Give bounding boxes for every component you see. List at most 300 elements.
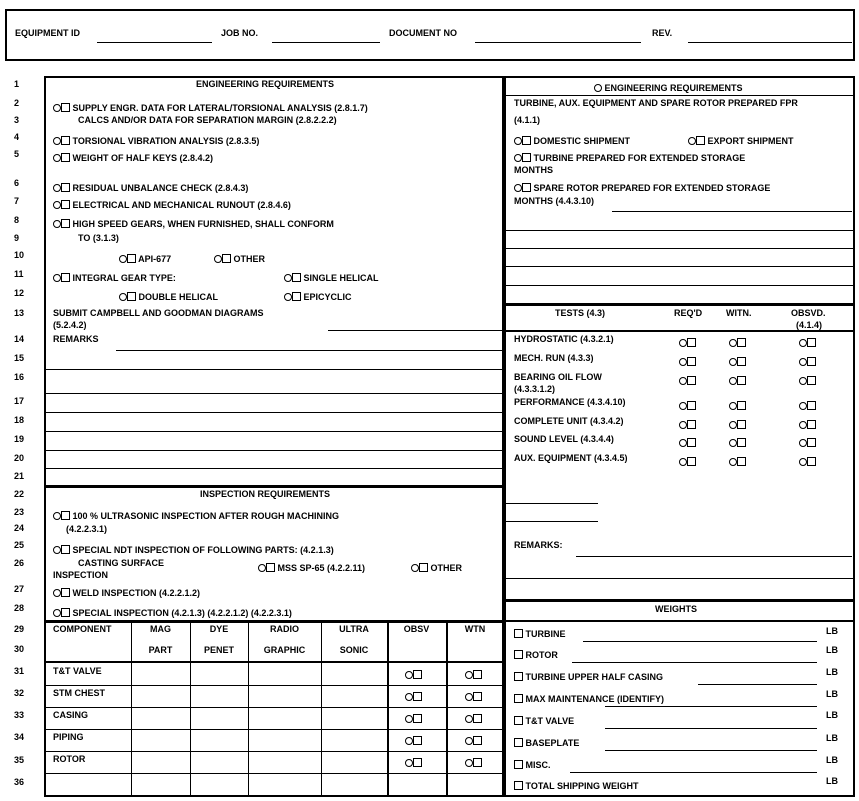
radio-icon bbox=[799, 421, 807, 429]
radio-icon bbox=[799, 458, 807, 466]
obsv-checkbox[interactable] bbox=[405, 714, 422, 724]
option-label: OTHER bbox=[233, 254, 266, 264]
radio-icon bbox=[799, 339, 807, 347]
checkbox-icon bbox=[737, 376, 746, 385]
radio-icon bbox=[53, 589, 61, 597]
checkbox-icon bbox=[807, 376, 816, 385]
table-subheader-penet: PENET bbox=[203, 645, 234, 655]
tests-remarks-line[interactable] bbox=[505, 578, 853, 579]
weight-label: MISC. bbox=[525, 760, 551, 770]
test-witn-checkbox[interactable] bbox=[729, 438, 746, 448]
row-number: 17 bbox=[14, 396, 25, 406]
option-runout[interactable] bbox=[53, 200, 291, 210]
obsv-checkbox[interactable] bbox=[405, 670, 422, 680]
row-number: 18 bbox=[14, 415, 25, 425]
campbell-ref: (5.2.4.2) bbox=[53, 320, 87, 330]
option-label: TURBINE PREPARED FOR EXTENDED STORAGE bbox=[533, 153, 746, 163]
option-label: DOUBLE HELICAL bbox=[138, 292, 219, 302]
test-reqd-checkbox[interactable] bbox=[679, 457, 696, 467]
test-witn-checkbox[interactable] bbox=[729, 376, 746, 386]
row-number: 20 bbox=[14, 453, 25, 463]
option-label: MSS SP-65 (4.2.2.11) bbox=[277, 563, 366, 573]
lb-unit: LB bbox=[826, 710, 838, 720]
spare-rotor-field[interactable] bbox=[612, 211, 852, 212]
table-subheader-part: PART bbox=[148, 645, 173, 655]
option-ultrasonic[interactable] bbox=[53, 511, 339, 521]
checkbox-icon bbox=[473, 758, 482, 767]
tests-blank-line[interactable] bbox=[505, 521, 598, 522]
table-header-wtn: WTN bbox=[464, 624, 486, 634]
remarks-line[interactable] bbox=[45, 468, 503, 469]
checkbox-icon bbox=[61, 273, 70, 282]
radio-icon bbox=[411, 564, 419, 572]
checkbox-icon bbox=[514, 716, 523, 725]
checkbox-icon bbox=[61, 153, 70, 162]
option-export-shipment[interactable] bbox=[688, 136, 794, 146]
checkbox-icon bbox=[807, 420, 816, 429]
option-label: INTEGRAL GEAR TYPE: bbox=[72, 273, 176, 283]
checkbox-icon bbox=[737, 457, 746, 466]
table-header-radio: RADIO bbox=[270, 624, 299, 634]
option-torsional[interactable] bbox=[53, 136, 259, 146]
option-spare-rotor-storage[interactable] bbox=[514, 183, 770, 193]
radio-icon bbox=[729, 458, 737, 466]
checkbox-icon bbox=[61, 219, 70, 228]
row-number: 5 bbox=[14, 149, 20, 159]
checkbox-icon bbox=[222, 254, 231, 263]
weight-value-field[interactable] bbox=[583, 641, 817, 642]
radio-icon bbox=[465, 737, 473, 745]
option-label: TORSIONAL VIBRATION ANALYSIS (2.8.3.5) bbox=[72, 136, 260, 146]
row-number: 35 bbox=[14, 755, 25, 765]
checkbox-icon bbox=[413, 692, 422, 701]
checkbox-icon bbox=[514, 781, 523, 790]
radio-icon bbox=[405, 715, 413, 723]
tests-reqd-header: REQ'D bbox=[674, 308, 703, 318]
test-witn-checkbox[interactable] bbox=[729, 338, 746, 348]
row-number: 10 bbox=[14, 250, 25, 260]
row-number: 26 bbox=[14, 558, 25, 568]
weight-item[interactable] bbox=[514, 694, 664, 704]
wtn-checkbox[interactable] bbox=[465, 714, 482, 724]
option-label: DOMESTIC SHIPMENT bbox=[533, 136, 631, 146]
rev-field[interactable] bbox=[688, 42, 852, 43]
option-turbine-extended-storage[interactable] bbox=[514, 153, 745, 163]
option-double-helical[interactable] bbox=[119, 292, 218, 302]
option-label: 100 % ULTRASONIC INSPECTION AFTER ROUGH MACHINING bbox=[72, 511, 340, 521]
row-number: 34 bbox=[14, 732, 25, 742]
right-title-divider bbox=[505, 95, 853, 96]
option-label: EXPORT SHIPMENT bbox=[707, 136, 794, 146]
row-number: 8 bbox=[14, 215, 20, 225]
checkbox-icon bbox=[514, 629, 523, 638]
weight-value-field[interactable] bbox=[605, 706, 817, 707]
inspection-title: INSPECTION REQUIREMENTS bbox=[200, 489, 331, 499]
lb-unit: LB bbox=[826, 755, 838, 765]
radio-icon bbox=[53, 512, 61, 520]
radio-icon bbox=[799, 439, 807, 447]
row-number: 3 bbox=[14, 115, 20, 125]
row-number: 13 bbox=[14, 308, 25, 318]
obsv-checkbox[interactable] bbox=[405, 758, 422, 768]
left-remarks-label: REMARKS bbox=[53, 334, 99, 344]
checkbox-icon bbox=[413, 670, 422, 679]
option-label: SPECIAL NDT INSPECTION OF FOLLOWING PARTS: (4.2.1.3) bbox=[72, 545, 334, 555]
casting-surface-label: CASTING SURFACE bbox=[78, 558, 165, 568]
weight-item[interactable] bbox=[514, 716, 574, 726]
option-special-ndt[interactable] bbox=[53, 545, 334, 555]
row-number: 23 bbox=[14, 507, 25, 517]
option-label: ELECTRICAL AND MECHANICAL RUNOUT (2.8.4.6) bbox=[72, 200, 291, 210]
radio-icon bbox=[405, 737, 413, 745]
test-label: COMPLETE UNIT (4.3.4.2) bbox=[514, 416, 624, 426]
blank-line[interactable] bbox=[505, 266, 853, 267]
option-label: RESIDUAL UNBALANCE CHECK (2.8.4.3) bbox=[72, 183, 249, 193]
checkbox-icon bbox=[61, 608, 70, 617]
spare-rotor-months: MONTHS (4.4.3.10) bbox=[514, 196, 595, 206]
table-row-divider bbox=[44, 707, 504, 708]
radio-icon bbox=[799, 402, 807, 410]
radio-icon bbox=[514, 137, 522, 145]
checkbox-icon bbox=[687, 376, 696, 385]
radio-icon bbox=[258, 564, 266, 572]
campbell-field[interactable] bbox=[328, 330, 502, 331]
table-row-divider bbox=[44, 729, 504, 730]
option-other-gear[interactable] bbox=[214, 254, 265, 264]
option-half-keys[interactable] bbox=[53, 153, 213, 163]
blank-line[interactable] bbox=[505, 230, 853, 231]
radio-icon bbox=[214, 255, 222, 263]
test-label: AUX. EQUIPMENT (4.3.4.5) bbox=[514, 453, 628, 463]
table-header-mag: MAG bbox=[150, 624, 171, 634]
checkbox-icon bbox=[514, 760, 523, 769]
test-reqd-checkbox[interactable] bbox=[679, 338, 696, 348]
row-number: 19 bbox=[14, 434, 25, 444]
checkbox-icon bbox=[61, 545, 70, 554]
option-high-speed-gears-ref: TO (3.1.3) bbox=[78, 233, 119, 243]
component-name: ROTOR bbox=[53, 754, 86, 764]
checkbox-icon bbox=[687, 338, 696, 347]
lb-unit: LB bbox=[826, 776, 838, 786]
option-separation-label: CALCS AND/OR DATA FOR SEPARATION MARGIN (2.8.2.2.2) bbox=[78, 115, 337, 125]
row-number: 29 bbox=[14, 624, 25, 634]
test-label: PERFORMANCE (4.3.4.10) bbox=[514, 397, 626, 407]
option-other-inspection[interactable] bbox=[411, 563, 462, 573]
test-obsvd-checkbox[interactable] bbox=[799, 457, 816, 467]
radio-icon bbox=[729, 377, 737, 385]
job-no-field[interactable] bbox=[272, 42, 380, 43]
radio-icon bbox=[799, 358, 807, 366]
test-obsvd-checkbox[interactable] bbox=[799, 357, 816, 367]
checkbox-icon bbox=[807, 357, 816, 366]
option-epicyclic[interactable] bbox=[284, 292, 352, 302]
checkbox-icon bbox=[61, 511, 70, 520]
weight-value-field[interactable] bbox=[605, 750, 817, 751]
blank-line[interactable] bbox=[505, 248, 853, 249]
radio-icon bbox=[53, 201, 61, 209]
test-reqd-checkbox[interactable] bbox=[679, 376, 696, 386]
component-name: STM CHEST bbox=[53, 688, 106, 698]
radio-icon bbox=[729, 402, 737, 410]
weight-item[interactable] bbox=[514, 738, 579, 748]
checkbox-icon bbox=[61, 183, 70, 192]
test-reqd-checkbox[interactable] bbox=[679, 401, 696, 411]
radio-icon bbox=[679, 339, 687, 347]
option-label: SINGLE HELICAL bbox=[303, 273, 379, 283]
radio-icon bbox=[119, 255, 127, 263]
weight-item[interactable] bbox=[514, 672, 663, 682]
test-obsvd-checkbox[interactable] bbox=[799, 420, 816, 430]
tests-witn-header: WITN. bbox=[726, 308, 752, 318]
option-label: HIGH SPEED GEARS, WHEN FURNISHED, SHALL CONFORM bbox=[72, 219, 334, 229]
weight-value-field[interactable] bbox=[572, 662, 817, 663]
tests-blank-line[interactable] bbox=[505, 503, 598, 504]
option-label: SPECIAL INSPECTION (4.2.1.3) (4.2.2.1.2) (4.2.2.3.1) bbox=[72, 608, 292, 618]
test-reqd-checkbox[interactable] bbox=[679, 357, 696, 367]
radio-icon bbox=[799, 377, 807, 385]
option-residual-unbalance[interactable] bbox=[53, 183, 248, 193]
option-lateral-analysis[interactable] bbox=[53, 103, 368, 113]
row-number: 24 bbox=[14, 523, 25, 533]
radio-icon bbox=[679, 439, 687, 447]
option-label: API-677 bbox=[138, 254, 172, 264]
lb-unit: LB bbox=[826, 733, 838, 743]
test-reqd-checkbox[interactable] bbox=[679, 438, 696, 448]
turbine-prepared-ref: (4.1.1) bbox=[514, 115, 541, 125]
checkbox-icon bbox=[413, 714, 422, 723]
radio-icon bbox=[594, 84, 602, 92]
checkbox-icon bbox=[473, 670, 482, 679]
obsv-checkbox[interactable] bbox=[405, 736, 422, 746]
radio-icon bbox=[405, 693, 413, 701]
row-number: 28 bbox=[14, 603, 25, 613]
row-number: 16 bbox=[14, 372, 25, 382]
option-label: OTHER bbox=[430, 563, 463, 573]
checkbox-icon bbox=[687, 401, 696, 410]
checkbox-icon bbox=[61, 103, 70, 112]
row-number: 14 bbox=[14, 334, 25, 344]
blank-line[interactable] bbox=[505, 285, 853, 286]
radio-icon bbox=[688, 137, 696, 145]
component-name: PIPING bbox=[53, 732, 84, 742]
remarks-line[interactable] bbox=[45, 412, 503, 413]
checkbox-icon bbox=[687, 457, 696, 466]
checkbox-icon bbox=[807, 438, 816, 447]
test-label: SOUND LEVEL (4.3.4.4) bbox=[514, 434, 614, 444]
weight-item[interactable] bbox=[514, 629, 566, 639]
weight-label: TOTAL SHIPPING WEIGHT bbox=[525, 781, 639, 791]
weight-value-field[interactable] bbox=[570, 772, 817, 773]
radio-icon bbox=[53, 274, 61, 282]
casting-inspection-label: INSPECTION bbox=[53, 570, 109, 580]
table-col-divider bbox=[446, 621, 448, 797]
wtn-checkbox[interactable] bbox=[465, 736, 482, 746]
radio-icon bbox=[284, 293, 292, 301]
table-header-dye: DYE bbox=[209, 624, 229, 634]
radio-icon bbox=[679, 421, 687, 429]
radio-icon bbox=[729, 439, 737, 447]
row-number: 36 bbox=[14, 777, 25, 787]
weights-title: WEIGHTS bbox=[655, 604, 697, 614]
remarks-line[interactable] bbox=[45, 393, 503, 394]
wtn-checkbox[interactable] bbox=[465, 692, 482, 702]
radio-icon bbox=[679, 402, 687, 410]
checkbox-icon bbox=[522, 136, 531, 145]
option-domestic-shipment[interactable] bbox=[514, 136, 630, 146]
radio-icon bbox=[53, 220, 61, 228]
checkbox-icon bbox=[266, 563, 275, 572]
weight-item[interactable] bbox=[514, 650, 558, 660]
wtn-checkbox[interactable] bbox=[465, 758, 482, 768]
test-obsvd-checkbox[interactable] bbox=[799, 438, 816, 448]
checkbox-icon bbox=[514, 694, 523, 703]
document-no-label: DOCUMENT NO bbox=[389, 28, 457, 38]
table-header-divider bbox=[44, 661, 504, 663]
weight-label: MAX MAINTENANCE (IDENTIFY) bbox=[525, 694, 665, 704]
test-obsvd-checkbox[interactable] bbox=[799, 376, 816, 386]
row-number: 27 bbox=[14, 584, 25, 594]
checkbox-icon bbox=[522, 183, 531, 192]
table-header-ultra: ULTRA bbox=[339, 624, 369, 634]
radio-icon bbox=[514, 184, 522, 192]
option-single-helical[interactable] bbox=[284, 273, 379, 283]
checkbox-icon bbox=[127, 254, 136, 263]
row-number: 7 bbox=[14, 196, 20, 206]
lb-unit: LB bbox=[826, 626, 838, 636]
weight-value-field[interactable] bbox=[605, 728, 817, 729]
row-number: 33 bbox=[14, 710, 25, 720]
option-label: ENGINEERING REQUIREMENTS bbox=[604, 83, 743, 93]
checkbox-icon bbox=[737, 438, 746, 447]
option-special-inspection[interactable] bbox=[53, 608, 292, 618]
radio-icon bbox=[53, 546, 61, 554]
checkbox-icon bbox=[292, 292, 301, 301]
test-obsvd-checkbox[interactable] bbox=[799, 338, 816, 348]
row-number: 9 bbox=[14, 233, 20, 243]
checkbox-icon bbox=[737, 401, 746, 410]
checkbox-icon bbox=[687, 357, 696, 366]
weight-label: T&T VALVE bbox=[525, 716, 575, 726]
tests-obsvd-ref: (4.1.4) bbox=[796, 320, 823, 330]
checkbox-icon bbox=[61, 588, 70, 597]
radio-icon bbox=[465, 693, 473, 701]
row-number: 21 bbox=[14, 471, 25, 481]
radio-icon bbox=[53, 609, 61, 617]
option-label: WELD INSPECTION (4.2.2.1.2) bbox=[72, 588, 201, 598]
turbine-storage-months: MONTHS bbox=[514, 165, 553, 175]
option-label: SPARE ROTOR PREPARED FOR EXTENDED STORAGE bbox=[533, 183, 771, 193]
rev-label: REV. bbox=[652, 28, 673, 38]
row-number: 12 bbox=[14, 288, 25, 298]
radio-icon bbox=[53, 154, 61, 162]
test-label: BEARING OIL FLOW bbox=[514, 372, 602, 382]
option-label: WEIGHT OF HALF KEYS (2.8.4.2) bbox=[72, 153, 214, 163]
option-label: SUPPLY ENGR. DATA FOR LATERAL/TORSIONAL ANALYSIS (2.8.1.7) bbox=[72, 103, 368, 113]
checkbox-icon bbox=[696, 136, 705, 145]
test-label: MECH. RUN (4.3.3) bbox=[514, 353, 594, 363]
weight-label: TURBINE UPPER HALF CASING bbox=[525, 672, 664, 682]
weight-value-field[interactable] bbox=[698, 684, 817, 685]
radio-icon bbox=[465, 715, 473, 723]
radio-icon bbox=[729, 358, 737, 366]
option-weld-inspection[interactable] bbox=[53, 588, 200, 598]
option-mss-sp65[interactable] bbox=[258, 563, 365, 573]
tests-obsvd-header: OBSVD. bbox=[791, 308, 826, 318]
test-label: HYDROSTATIC (4.3.2.1) bbox=[514, 334, 614, 344]
document-no-field[interactable] bbox=[475, 42, 641, 43]
table-col-divider bbox=[387, 621, 389, 797]
checkbox-icon bbox=[413, 736, 422, 745]
radio-icon bbox=[53, 184, 61, 192]
lb-unit: LB bbox=[826, 689, 838, 699]
row-number: 31 bbox=[14, 666, 25, 676]
radio-icon bbox=[53, 137, 61, 145]
option-api-677[interactable] bbox=[119, 254, 171, 264]
test-obsvd-checkbox[interactable] bbox=[799, 401, 816, 411]
option-high-speed-gears[interactable] bbox=[53, 219, 334, 229]
remarks-line[interactable] bbox=[45, 431, 503, 432]
checkbox-icon bbox=[419, 563, 428, 572]
row-number: 25 bbox=[14, 540, 25, 550]
test-witn-checkbox[interactable] bbox=[729, 401, 746, 411]
test-label-ref: (4.3.3.1.2) bbox=[514, 384, 556, 394]
checkbox-icon bbox=[514, 738, 523, 747]
radio-icon bbox=[465, 671, 473, 679]
equipment-id-label: EQUIPMENT ID bbox=[15, 28, 81, 38]
checkbox-icon bbox=[522, 153, 531, 162]
wtn-checkbox[interactable] bbox=[465, 670, 482, 680]
left-engineering-title: ENGINEERING REQUIREMENTS bbox=[196, 79, 335, 89]
checkbox-icon bbox=[514, 650, 523, 659]
lb-unit: LB bbox=[826, 645, 838, 655]
checkbox-icon bbox=[127, 292, 136, 301]
job-no-label: JOB NO. bbox=[221, 28, 259, 38]
test-witn-checkbox[interactable] bbox=[729, 357, 746, 367]
equipment-id-field[interactable] bbox=[97, 42, 212, 43]
row-number: 1 bbox=[14, 79, 20, 89]
row-number: 22 bbox=[14, 489, 25, 499]
radio-icon bbox=[679, 458, 687, 466]
weight-item[interactable] bbox=[514, 760, 551, 770]
table-row-divider bbox=[44, 685, 504, 686]
checkbox-icon bbox=[687, 438, 696, 447]
radio-icon bbox=[119, 293, 127, 301]
table-header-component: COMPONENT bbox=[53, 624, 112, 634]
obsv-checkbox[interactable] bbox=[405, 692, 422, 702]
component-name: CASING bbox=[53, 710, 89, 720]
right-engineering-title[interactable] bbox=[594, 83, 743, 93]
left-remarks-field[interactable] bbox=[116, 350, 502, 351]
radio-icon bbox=[405, 671, 413, 679]
option-label: EPICYCLIC bbox=[303, 292, 352, 302]
component-name: T&T VALVE bbox=[53, 666, 102, 676]
checkbox-icon bbox=[473, 714, 482, 723]
weight-item[interactable] bbox=[514, 781, 639, 791]
weight-label: ROTOR bbox=[525, 650, 558, 660]
remarks-line[interactable] bbox=[45, 450, 503, 451]
remarks-line[interactable] bbox=[45, 369, 503, 370]
test-reqd-checkbox[interactable] bbox=[679, 420, 696, 430]
test-witn-checkbox[interactable] bbox=[729, 420, 746, 430]
row-number: 2 bbox=[14, 98, 20, 108]
option-integral-gear[interactable] bbox=[53, 273, 176, 283]
test-witn-checkbox[interactable] bbox=[729, 457, 746, 467]
checkbox-icon bbox=[514, 672, 523, 681]
lb-unit: LB bbox=[826, 667, 838, 677]
checkbox-icon bbox=[292, 273, 301, 282]
table-header-obsv: OBSV bbox=[403, 624, 430, 634]
tests-remarks-field[interactable] bbox=[576, 556, 852, 557]
